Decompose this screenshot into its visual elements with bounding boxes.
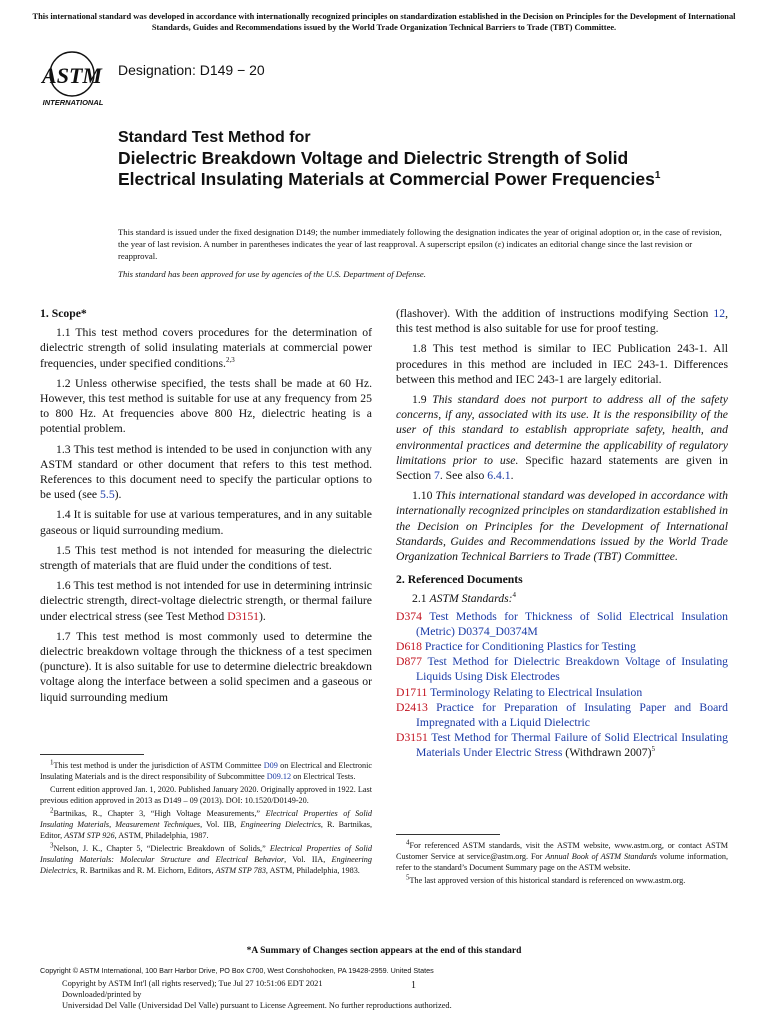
link-d3151[interactable]: D3151 [227,609,260,623]
paragraph-1-3: 1.3 This test method is intended to be used in conjunction with any ASTM standard or other document that refers to this test method. References to this document need to specify the particular options to be used (see 5.5). [40,442,372,502]
intro-block [118,226,730,280]
reference-item [396,609,728,639]
footnote-rule-right [396,834,500,835]
download-line-2: Downloaded/printed by [62,990,142,999]
link-d09-12[interactable]: D09.12 [266,772,292,781]
download-line-1: Copyright by ASTM Int'l (all rights reserved); Tue Jul 27 10:51:06 EDT 2021 [62,979,323,988]
paragraph-1-9: 1.9 This standard does not purport to address all of the safety concerns, if any, associated with its use. It is the responsibility of the user of this standard to establish appropriate safety, health, and environmental practices and determine the applicability of regulatory limitations prior to use. Specific hazard statements are given in Section 7. See also 6.4.1. [396,393,728,483]
dod-approval-note: This standard has been approved for use by agencies of the U.S. Department of Defense. [118,268,426,279]
footnote-rule-left [40,754,144,755]
reference-title-link[interactable]: Terminology Relating to Electrical Insulation [430,685,643,699]
title-text: Dielectric Breakdown Voltage and Dielectric Strength of Solid Electrical Insulating Materials at Commercial Power Frequencies [118,148,655,189]
top-notice: This international standard was developed in accordance with internationally recognized principles on standardization established in the Decision on Principles for the Development of International Standards, Guides and Recommendations issued by the World Trade Organization Technical Barriers to Trade (TBT) Committee. [32,12,736,32]
title-line-1: Standard Test Method for [118,129,311,146]
designation: Designation: D149 − 20 [118,62,265,78]
footnote-1-edition: Current edition approved Jan. 1, 2020. Published January 2020. Originally approved in 1922. Last previous edition approved in 2013 as D149 – 09 (2013). DOI: 10.1520/D0149-20. [40,785,372,805]
download-line-3: Universidad Del Valle (Universidad Del Valle) pursuant to License Agreement. No further reproductions authorized. [62,1001,452,1010]
reference-item [396,700,728,730]
summary-of-changes-note: *A Summary of Changes section appears at the end of this standard [246,946,522,956]
footnote-4: $^4$For referenced ASTM standards, visit the ASTM website, www.astm.org, or contact ASTM Customer Service at service@astm.org. For Annual Book of ASTM Standards volume information, refer to the standard’s Document Summary page on the ASTM website. [396,838,729,872]
footnote-1: $^1$This test method is under the jurisdiction of ASTM Committee D09 on Electrical and Electronic Insulating Materials and is the direct responsibility of Subcommittee D09.12 on Electrical Tests. [40,758,372,781]
reference-code-link[interactable]: D3151 [396,731,428,745]
paragraph-1-6: 1.6 This test method is not intended for use in determining intrinsic dielectric strength, direct-voltage dielectric strength, or thermal failure under electrical stress (see Test Method D3151). [40,579,372,623]
page-number: 1 [411,980,416,991]
logo-letters: ASTM [42,63,102,88]
footnotes-right [396,840,728,888]
paragraph-2-1: 2.1 ASTM Standards:$^4$ [412,591,517,606]
footnote-2: $^2$Bartnikas, R., Chapter 3, “High Voltage Measurements,” Electrical Properties of Solid Insulating Materials, Measurement Techniques, Vol. IIB, Engineering Dielectrics, R. Bartnikas, Editor, ASTM STP 926, ASTM, Philadelphia, 1987. [40,806,373,840]
footnote-5: $^5$The last approved version of this historical standard is referenced on www.astm.org. [406,873,686,885]
reference-code-link[interactable]: D1711 [396,685,428,699]
reference-item [396,639,728,654]
left-column [40,306,372,710]
title-block [118,128,678,190]
paragraph-1-10: 1.10 This international standard was developed in accordance with internationally recognized principles on standardization established in the Decision on Principles for the Development of International Standards, Guides and Recommendations issued by the World Trade Organization Technical Barriers to Trade (TBT) Committee. [396,489,728,564]
link-section-12[interactable]: 12 [713,307,726,320]
paragraph-1-4: 1.4 It is suitable for use at various temperatures, and in any suitable gaseous or liquid surrounding medium. [40,508,372,537]
link-d09[interactable]: D09 [263,761,278,770]
reference-code-link[interactable]: D877 [396,655,422,669]
reference-title-link[interactable]: Practice for Conditioning Plastics for Testing [424,640,636,654]
intro-paragraph: This standard is issued under the fixed designation D149; the number immediately following the designation indicates the year of original adoption or, in the case of revision, the year of last revision. A number in parentheses indicates the year of last reapproval. A superscript epsilon (ε) indicates an editorial change since the last revision or reapproval. [118,227,722,262]
footnote-3: $^3$Nelson, J. K., Chapter 5, “Dielectric Breakdown of Solids,” Electrical Properties of Solid Insulating Materials: Molecular Structure and Electrical Behavior, Vol. IIA, Engineering Dielectrics, R. Bartnikas and R. M. Eichorn, Editors, ASTM STP 783, ASTM, Philadelphia, 1983. [40,841,372,875]
reference-extra: (Withdrawn 2007) [562,746,652,760]
paragraph-1-7-continued: (flashover). With the addition of instructions modifying Section 12, this test method is also suitable for use for proof testing. [396,307,728,336]
astm-logo [38,50,110,108]
reference-title-link[interactable]: Test Method for Dielectric Breakdown Voltage of Insulating Liquids Using Disk Electrodes [416,655,729,684]
reference-footnote-mark: 5 [651,745,655,754]
section-heading-referenced-documents: 2. Referenced Documents [396,573,523,587]
paragraph-1-2: 1.2 Unless otherwise specified, the tests shall be made at 60 Hz. However, this test method is suitable for use at any frequency from 25 to 800 Hz. At frequencies above 800 Hz, dielectric heating is a potential problem. [40,376,372,436]
reference-item [396,654,728,684]
link-5-5[interactable]: 5.5 [100,488,115,502]
link-6-4-1[interactable]: 6.4.1 [487,469,511,483]
download-notice [62,978,622,1011]
link-section-7[interactable]: 7 [433,469,440,483]
reference-title-link[interactable]: Test Method for Thermal Failure of Solid Electrical Insulating Materials Under Electric Stress [416,731,728,760]
reference-code-link[interactable]: D618 [396,640,422,654]
reference-item [396,730,728,760]
document-title [118,148,678,190]
reference-item [396,685,728,700]
section-heading-scope: 1. Scope* [40,307,87,320]
footnotes-left [40,760,372,878]
copyright-line: Copyright © ASTM International, 100 Barr Harbor Drive, PO Box C700, West Conshohocken, PA 19428-2959. United States [40,966,434,975]
referenced-documents-list [396,609,728,761]
paragraph-1-1: 1.1 This test method covers procedures for the determination of dielectric strength of solid insulating materials at commercial power frequencies, under specified conditions.$^{2,3}$ [40,326,372,370]
logo-text: INTERNATIONAL [42,98,104,107]
paragraph-1-8: 1.8 This test method is similar to IEC Publication 243-1. All procedures in this method are included in IEC 243-1. Differences between this method and IEC 243-1 are largely editorial. [396,342,728,386]
reference-title-link[interactable]: Test Methods for Thickness of Solid Electrical Insulation (Metric) D0374_D0374M [416,609,728,638]
reference-code-link[interactable]: D2413 [396,700,428,714]
right-column [396,306,728,761]
paragraph-1-7: 1.7 This test method is most commonly used to determine the dielectric breakdown voltage through the thickness of a test specimen (puncture). It is also suitable for use to determine dielectric breakdown voltage along the interface between a solid specimen and a gaseous or liquid surrounding medium [40,629,372,704]
reference-title-link[interactable]: Practice for Preparation of Insulating Paper and Board Impregnated with a Liquid Dielectric [416,700,728,730]
reference-code-link[interactable]: D374 [396,609,422,623]
title-footnote-mark: 1 [654,170,661,182]
paragraph-1-5: 1.5 This test method is not intended for measuring the dielectric strength of materials that are fluid under the conditions of test. [40,543,372,573]
